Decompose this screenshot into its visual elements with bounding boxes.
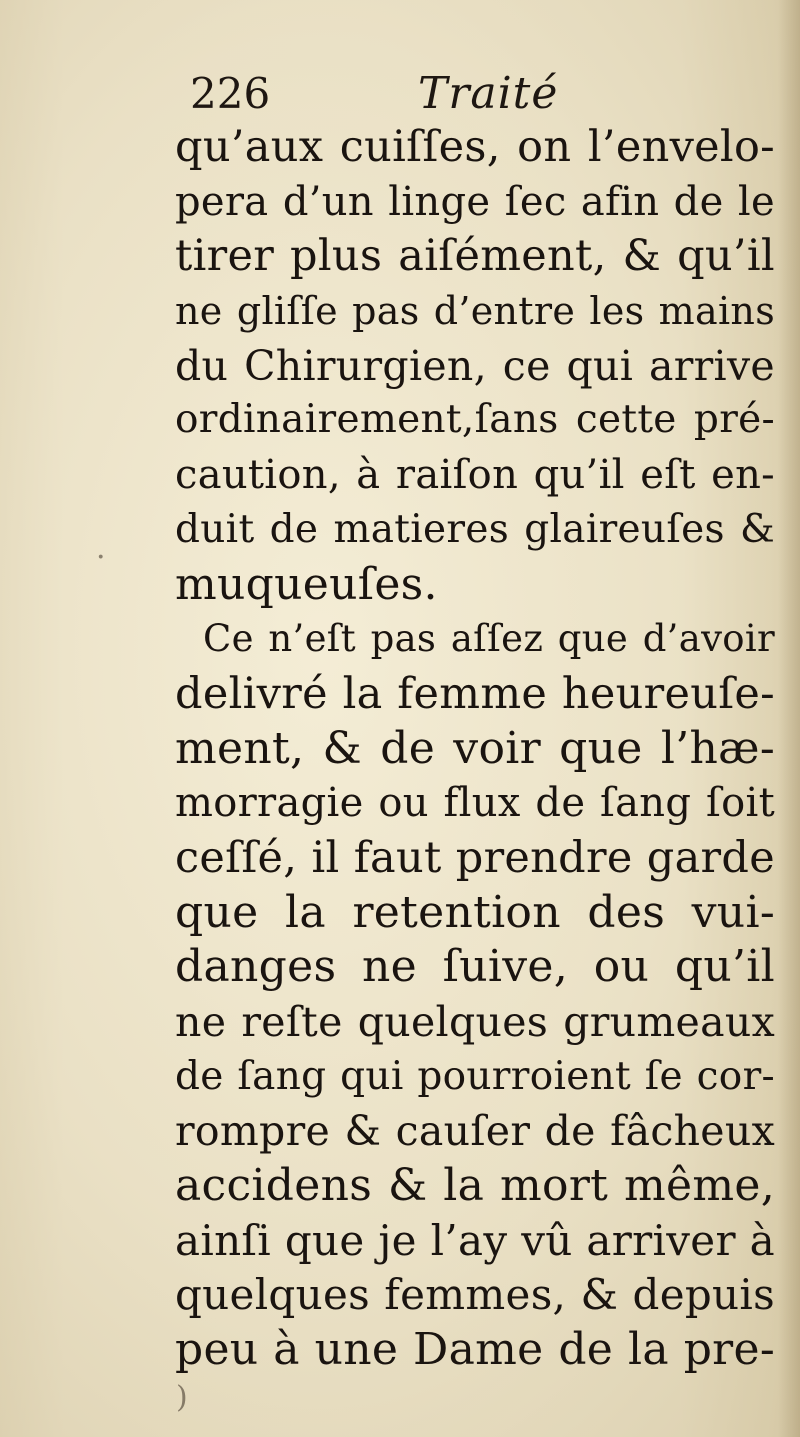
text-line: accidens & la mort même,	[175, 1160, 775, 1212]
page-gutter-shadow	[778, 0, 800, 1437]
text-line: ceſſé, il faut prendre garde	[175, 832, 775, 883]
text-line: danges ne ſuive, ou qu’il	[175, 941, 775, 993]
text-line: peu à une Dame de la pre-	[175, 1324, 775, 1376]
text-line: tirer plus aiſément, & qu’il	[175, 231, 775, 282]
text-line: que la retention des vui-	[175, 886, 775, 938]
text-line: caution, à raiſon qu’il eſt en-	[175, 452, 775, 499]
text-line: quelques femmes, & depuis	[175, 1270, 775, 1320]
text-line: delivré la femme heureuſe-	[175, 668, 775, 719]
page-header	[178, 66, 778, 126]
text-line: ainſi que je l’ay vû arriver à	[175, 1215, 775, 1265]
text-line: qu’aux cuiſſes, on l’envelo-	[175, 122, 775, 172]
paragraph-start-line: Ce n’eſt pas aſſez que d’avoir	[203, 617, 775, 661]
page-number: 226	[190, 69, 271, 118]
text-line: de ſang qui pourroient ſe cor-	[175, 1053, 775, 1099]
text-line: duit de matieres glaireuſes &	[175, 506, 775, 552]
text-line: morragie ou flux de ſang ſoit	[175, 780, 775, 827]
text-line: ne gliſſe pas d’entre les mains	[175, 289, 775, 334]
text-line: ordinairement,ſans cette pré-	[175, 397, 775, 443]
paragraph-end-line: muqueuſes.	[175, 558, 438, 610]
ink-speck: ·	[96, 540, 106, 575]
text-line: ne reſte quelques grumeaux	[175, 998, 775, 1046]
running-title: Traité	[418, 68, 559, 119]
text-line: rompre & cauſer de fâcheux	[175, 1107, 775, 1156]
text-line: pera d’un linge ſec afin de le	[175, 178, 775, 225]
text-line: du Chirurgien, ce qui arrive	[175, 341, 775, 390]
text-line: ment, & de voir que l’hæ-	[175, 722, 775, 774]
ink-speck: )	[176, 1380, 188, 1415]
body-text	[175, 120, 775, 1378]
